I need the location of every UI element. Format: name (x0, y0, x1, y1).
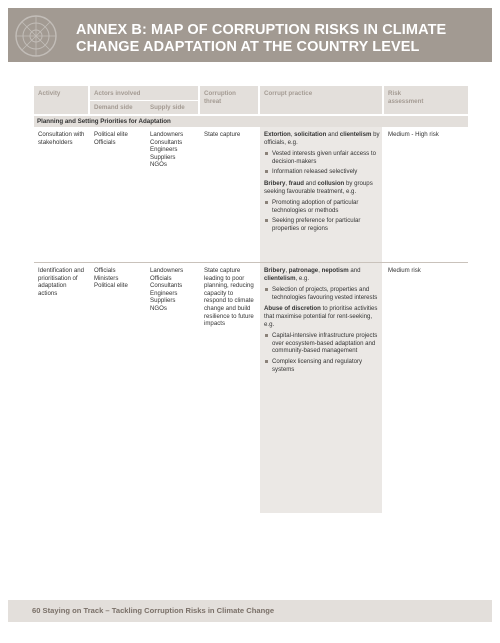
list-item: Vested interests given unfair access to decision-makers (264, 150, 380, 165)
row2-practice (264, 267, 380, 377)
page-footer (8, 600, 492, 622)
row2-bullets2 (264, 332, 380, 373)
list-item: Seeking preference for particular properties or regions (264, 217, 380, 232)
row1-activity: Consultation with stakeholders (38, 131, 85, 146)
header-activity: Activity (38, 90, 61, 97)
row1-risk: Medium - High risk (388, 131, 439, 138)
row2-bullets1 (264, 286, 380, 301)
row-divider (34, 262, 468, 263)
footer-text: 60 Staying on Track – Tackling Corruption Risks in Climate Change (32, 606, 275, 615)
row1-bullets2 (264, 199, 380, 232)
row2-demand: Officials Ministers Political elite (94, 267, 128, 290)
row1-demand: Political elite Officials (94, 131, 128, 146)
list-item: Promoting adoption of particular technologies or methods (264, 199, 380, 214)
list-item: Selection of projects, properties and technologies favouring vested interests (264, 286, 380, 301)
row1-practice (264, 131, 380, 237)
header-supply-side: Supply side (150, 104, 185, 111)
row1-practice-intro1: Extortion, solicitation and clientelism by officials, e.g. (264, 131, 380, 146)
row1-supply: Landowners Consultants Engineers Suppliers NGOs (150, 131, 184, 169)
row2-threat: State capture leading to poor planning, reducing capacity to respond to climate change and build resilience to future impacts (204, 267, 254, 328)
list-item: Capital-intensive infrastructure projects over ecosystem-based adaptation and community-based management (264, 332, 380, 355)
row2-practice-intro2: Abuse of discretion to prioritise activities that maximise potential for rent-seeking, e.g. (264, 305, 378, 328)
row2-practice-intro1: Bribery, patronage, nepotism and clientelism, e.g. (264, 267, 361, 282)
row1-bullets1 (264, 150, 380, 176)
header-actors-involved: Actors involved (94, 90, 141, 97)
page-title: ANNEX B: MAP OF CORRUPTION RISKS IN CLIMATE CHANGE ADAPTATION AT THE COUNTRY LEVEL (76, 22, 447, 55)
un-emblem-icon (12, 12, 60, 60)
row2-risk: Medium risk (388, 267, 421, 274)
list-item: Complex licensing and regulatory systems (264, 358, 380, 373)
header-corruption-threat: Corruption threat (204, 90, 236, 105)
row1-practice-intro2: Bribery, fraud and collusion by groups seeking favourable treatment, e.g. (264, 179, 373, 195)
header-corrupt-practice: Corrupt practice (264, 90, 313, 97)
header-demand-side: Demand side (94, 104, 133, 111)
list-item: Information released selectively (264, 168, 380, 176)
actors-divider (90, 100, 198, 101)
row2-activity: Identification and prioritisation of adaptation actions (38, 267, 85, 297)
annex-header-band (8, 8, 492, 62)
row2-supply: Landowners Officials Consultants Engineers Suppliers NGOs (150, 267, 184, 312)
row1-threat: State capture (204, 131, 241, 138)
header-risk-assessment: Risk assessment (388, 90, 424, 105)
section-heading: Planning and Setting Priorities for Adaptation (34, 116, 468, 127)
